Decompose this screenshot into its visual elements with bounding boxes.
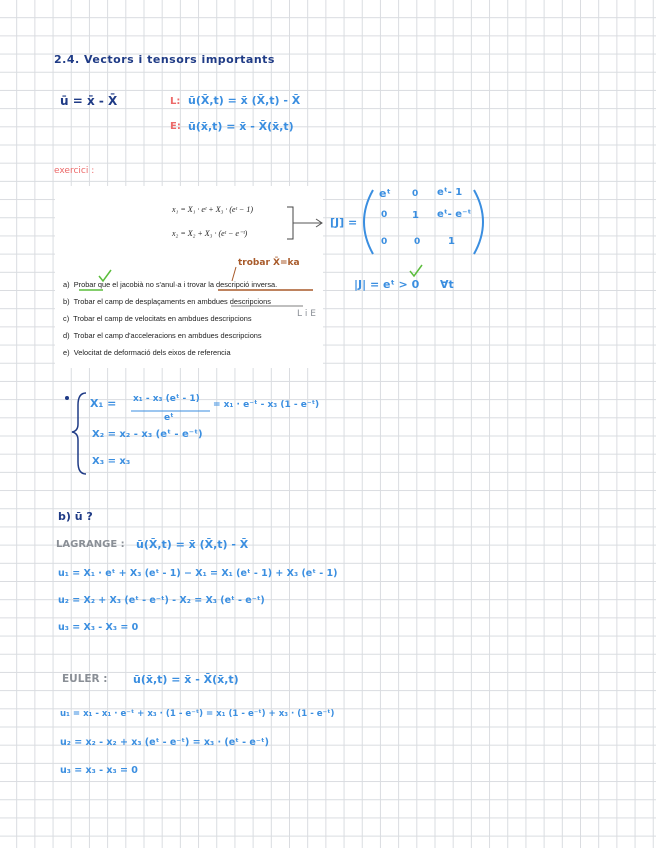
inverse-x1-denominator: eᵗ <box>164 413 174 423</box>
jacobian-cell: 0 <box>381 237 388 247</box>
section-heading: 2.4. Vectors i tensors importants <box>54 53 275 66</box>
lagrange-u3: u₃ = X₃ - X₃ = 0 <box>58 622 139 633</box>
part-b-title: b) ū ? <box>58 510 93 523</box>
euler-u1: u₁ = x₁ - x₁ · e⁻ᵗ + x₃ · (1 - e⁻ᵗ) = x₁ (1 - e⁻ᵗ) + x₃ · (1 - e⁻ᵗ) <box>60 709 335 719</box>
lagrange-label: LAGRANGE : <box>56 539 125 550</box>
item-prefix: a) <box>63 280 70 289</box>
jacobian-cell: 0 <box>414 237 421 247</box>
item-prefix: c) <box>63 314 70 323</box>
inverse-x1-rest: = x₁ · e⁻ᵗ - x₃ (1 - e⁻ᵗ) <box>213 400 320 410</box>
inverse-x1-lhs: X₁ = <box>90 397 117 410</box>
jacobian-determinant: |J| = eᵗ > 0 <box>354 278 420 291</box>
jacobian-left-paren <box>364 190 373 254</box>
exercise-label: exercici : <box>54 166 95 176</box>
jacobian-cell: eᵗ- 1 <box>437 187 463 198</box>
displacement-definition: ū = x̄ - X̄ <box>60 94 118 108</box>
item-prefix: d) <box>63 331 70 340</box>
euler-equation: ū(x̄,t) = x̄ - X̄(x̄,t) <box>133 673 239 686</box>
lagrange-definition: ū(X̄,t) = x̄ (X̄,t) - X̄ <box>188 94 301 107</box>
lagrange-equation: ū(X̄,t) = x̄ (X̄,t) - X̄ <box>136 538 249 551</box>
euler-u2: u₂ = x₂ - x₂ + x₃ (eᵗ - e⁻ᵗ) = x₃ · (eᵗ - e⁻ᵗ) <box>60 737 269 748</box>
jacobian-right-paren <box>474 190 483 254</box>
jacobian-cell: 0 <box>381 210 388 220</box>
bullet-dot <box>65 396 69 400</box>
euler-label: EULER : <box>62 673 108 685</box>
inverse-x2: X₂ = x₂ - x₃ (eᵗ - e⁻ᵗ) <box>92 429 203 440</box>
jacobian-label: [J] = <box>330 216 358 229</box>
jacobian-cell: 1 <box>448 236 455 247</box>
lagrange-u2: u₂ = X₂ + X₃ (eᵗ - e⁻ᵗ) - X₂ = X₃ (eᵗ - e⁻ᵗ) <box>58 595 265 606</box>
checkmark-det <box>410 265 422 276</box>
euler-definition: ū(x̄,t) = x̄ - X̄(x̄,t) <box>188 120 294 133</box>
euler-tag: E: <box>170 121 181 132</box>
for-all-t: ∀t <box>440 278 454 291</box>
item-text: Trobar el camp de desplaçaments en ambdues descripcions <box>73 297 271 306</box>
lagrange-u1: u₁ = X₁ · eᵗ + X₃ (eᵗ - 1) − X₁ = X₁ (eᵗ - 1) + X₃ (eᵗ - 1) <box>58 568 338 579</box>
item-text: Velocitat de deformació dels eixos de referencia <box>73 348 231 357</box>
checkmark-a <box>99 270 111 281</box>
jacobian-cell: eᵗ <box>379 187 391 200</box>
trobar-arrow <box>232 267 236 281</box>
exercise-equation-1: x₁ = X₁ · eᵗ + X₃ · (eᵗ − 1) <box>172 205 253 214</box>
euler-u3: u₃ = x₃ - x₃ = 0 <box>60 765 138 776</box>
jacobian-cell: eᵗ- e⁻ᵗ <box>437 209 472 220</box>
equation-bracket <box>287 207 293 239</box>
jacobian-cell: 1 <box>412 210 419 221</box>
inverse-x1-numerator: x₁ - x₃ (eᵗ - 1) <box>133 394 200 404</box>
jacobian-cell: 0 <box>412 189 419 199</box>
item-prefix: b) <box>63 297 70 306</box>
item-text: Probar que el jacobià no s'anul·a i trovar la descripció inversa. <box>73 280 278 289</box>
trobar-annotation: trobar X̄=ka <box>238 258 300 268</box>
item-prefix: e) <box>63 348 70 357</box>
inverse-brace <box>72 393 86 474</box>
jacobian-arrow <box>293 219 322 227</box>
lagrange-tag: L: <box>170 96 181 107</box>
exercise-equation-2: x₂ = X₂ + X₃ · (eᵗ − e⁻ᵗ) <box>172 229 248 238</box>
item-text: Trobar el camp d'acceleracions en ambdues descripcions <box>73 331 262 340</box>
item-text: Trobar el camp de velocitats en ambdues descripcions <box>73 314 252 323</box>
c-annotation: L i E <box>297 309 316 319</box>
inverse-x3: X₃ = x₃ <box>92 456 131 467</box>
